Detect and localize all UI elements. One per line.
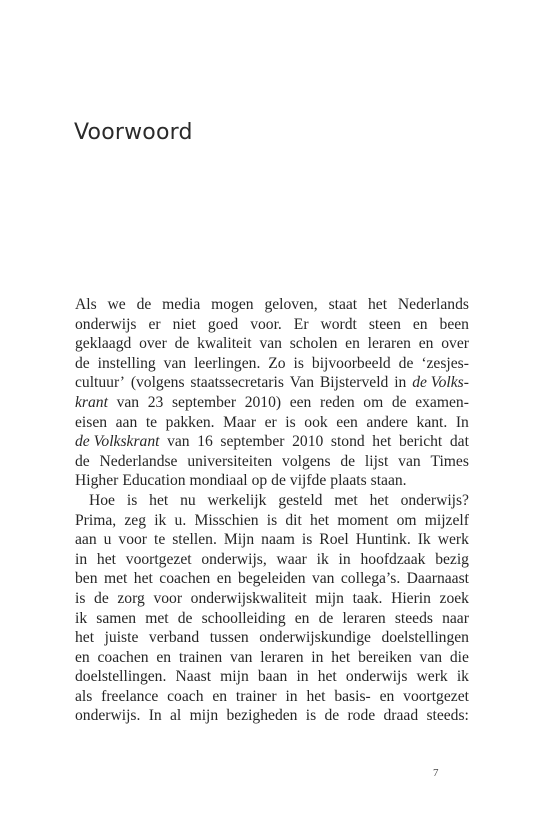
word: ook xyxy=(304,413,328,431)
word: van xyxy=(163,354,187,372)
word: andere xyxy=(366,413,408,431)
word: is xyxy=(285,413,296,431)
word: het xyxy=(310,511,330,529)
word: been xyxy=(439,315,469,333)
word: coach xyxy=(167,687,204,705)
word: examen- xyxy=(415,393,469,411)
word: taak. xyxy=(352,589,383,607)
paragraph xyxy=(75,295,469,491)
word: van xyxy=(398,452,421,470)
word: onderwijs, xyxy=(201,550,267,568)
body-text xyxy=(75,295,469,726)
word: geklaagd xyxy=(75,335,132,353)
word: ik xyxy=(456,668,469,686)
word: is xyxy=(293,354,304,372)
word: en xyxy=(156,648,172,666)
word: de xyxy=(174,335,190,353)
text-line xyxy=(75,432,469,452)
word: op xyxy=(251,472,268,490)
word: samen xyxy=(96,609,137,627)
word: bereiken xyxy=(358,648,412,666)
text-line xyxy=(75,569,469,589)
word: de xyxy=(75,452,90,470)
word: zoek xyxy=(439,589,469,607)
text-line xyxy=(75,373,469,393)
word: om xyxy=(363,393,384,411)
word: in xyxy=(311,648,324,666)
word: 16 xyxy=(197,433,213,451)
word: voortgezet xyxy=(403,687,469,705)
word: dat xyxy=(449,433,469,451)
word: cultuur’ xyxy=(75,374,125,392)
word: trainen xyxy=(178,648,223,666)
word: Prima, xyxy=(75,511,117,529)
word: voor xyxy=(153,589,183,607)
word: van xyxy=(167,433,190,451)
word: steeds: xyxy=(426,707,469,725)
word: goed xyxy=(207,315,239,333)
word: In xyxy=(455,413,469,431)
word: een xyxy=(336,413,358,431)
word: Nederlandse xyxy=(99,452,178,470)
word: u xyxy=(103,531,112,549)
word: de xyxy=(398,354,414,372)
word: de xyxy=(94,589,109,607)
word: doelstellingen. xyxy=(75,668,167,686)
word: stond xyxy=(330,433,365,451)
word: van xyxy=(259,335,282,353)
text-line xyxy=(75,491,469,511)
word: u. xyxy=(174,511,187,529)
word: het xyxy=(133,570,153,588)
word: kwaliteit xyxy=(197,335,252,353)
word: nu xyxy=(180,491,196,509)
word: de xyxy=(318,609,334,627)
page-number: 7 xyxy=(433,767,439,779)
word: en xyxy=(216,570,232,588)
word: scholen xyxy=(289,335,338,353)
word: in xyxy=(394,374,407,392)
word: geloven, xyxy=(264,296,318,313)
word: over xyxy=(441,335,469,353)
word: Nederlands xyxy=(397,296,469,313)
word: gesteld xyxy=(278,491,323,509)
word: (volgens xyxy=(130,374,185,392)
word: is xyxy=(305,707,317,725)
word: is xyxy=(301,531,313,549)
word: Zo xyxy=(268,354,286,372)
word: er xyxy=(264,413,277,431)
word: mijn xyxy=(189,707,219,725)
word: Er xyxy=(293,315,309,333)
text-line xyxy=(75,589,469,609)
word: staan. xyxy=(370,472,407,490)
word: bijvoorbeeld xyxy=(311,354,391,372)
word: in xyxy=(338,550,351,568)
chapter-title: Voorwoord xyxy=(74,120,193,145)
word: met xyxy=(145,609,169,627)
word: 2010 xyxy=(292,433,324,451)
word: zeg xyxy=(124,511,146,529)
word: een xyxy=(289,393,312,411)
word: de xyxy=(271,472,286,490)
word: ik xyxy=(75,609,88,627)
word: Ik xyxy=(417,531,431,549)
word: te xyxy=(153,531,166,549)
word: staat xyxy=(328,296,358,313)
word: lijst xyxy=(364,452,389,470)
word: die xyxy=(449,648,469,666)
word: september xyxy=(171,393,237,411)
word: leerlingen. xyxy=(194,354,261,372)
text-line xyxy=(75,550,469,570)
word: met xyxy=(334,491,358,509)
word: van xyxy=(116,393,140,411)
word: van xyxy=(229,648,253,666)
text-line xyxy=(75,471,469,491)
word: september xyxy=(220,433,285,451)
word: voor xyxy=(118,531,147,549)
word: werkelijk xyxy=(207,491,267,509)
word: is xyxy=(75,589,86,607)
word: Maar xyxy=(223,413,257,431)
word: en xyxy=(212,687,228,705)
word: staatssecretaris xyxy=(190,374,284,392)
word: en xyxy=(418,335,434,353)
word: rode xyxy=(347,707,376,725)
word: werk xyxy=(437,531,469,549)
word: tussen xyxy=(209,629,249,647)
word: freelance xyxy=(101,687,159,705)
word: trainer xyxy=(235,687,277,705)
word: de Volkskrant xyxy=(75,433,160,451)
word: mijzelf xyxy=(424,511,469,529)
word: het xyxy=(96,550,116,568)
word: eisen xyxy=(75,413,108,431)
word: doelstellingen xyxy=(381,629,469,647)
text-line xyxy=(75,706,469,726)
word: Als xyxy=(75,296,97,313)
word: de xyxy=(75,354,90,372)
word: voor. xyxy=(250,315,282,333)
word: het xyxy=(369,491,389,509)
word: Huntink. xyxy=(355,531,411,549)
text-line xyxy=(75,413,469,433)
word: leraren xyxy=(260,648,304,666)
word: volgens xyxy=(282,452,331,470)
word: over xyxy=(139,335,167,353)
text-line xyxy=(75,393,469,413)
word: naar xyxy=(442,609,469,627)
text-line xyxy=(75,667,469,687)
text-line xyxy=(75,511,469,531)
word: het xyxy=(306,687,326,705)
word: de xyxy=(340,452,356,470)
word: collega’s. xyxy=(340,570,401,588)
word: ‘zesjes- xyxy=(421,354,469,372)
word: steen xyxy=(368,315,401,333)
word: naam xyxy=(261,531,295,549)
word: schoolleiding xyxy=(201,609,286,627)
word: reden xyxy=(320,393,355,411)
word: mogen xyxy=(211,296,254,313)
word: 2010) xyxy=(244,393,282,411)
word: het xyxy=(75,629,95,647)
word: in xyxy=(285,687,298,705)
word: draad xyxy=(383,707,419,725)
word: baan xyxy=(257,668,288,686)
word: onderwijskwaliteit xyxy=(190,589,307,607)
word: de Volks- xyxy=(412,374,469,392)
word: aan xyxy=(75,531,97,549)
word: van xyxy=(419,648,443,666)
word: plaats xyxy=(330,472,367,490)
word: Hoe xyxy=(89,491,115,509)
word: aan xyxy=(115,413,138,431)
text-line xyxy=(75,687,469,707)
text-line xyxy=(75,609,469,629)
word: Times xyxy=(430,452,469,470)
word: kant. xyxy=(416,413,448,431)
word: wordt xyxy=(320,315,357,333)
word: Naast xyxy=(175,668,212,686)
word: Misschien xyxy=(194,511,259,529)
word: en xyxy=(379,687,395,705)
word: ik xyxy=(154,511,167,529)
word: te xyxy=(145,413,158,431)
word: waar xyxy=(276,550,307,568)
word: media xyxy=(162,296,201,313)
word: Mijn xyxy=(223,531,255,549)
word: coachen xyxy=(159,570,211,588)
word: bezig xyxy=(435,550,469,568)
word: vijfde xyxy=(289,472,327,490)
word: onderwijs? xyxy=(400,491,469,509)
word: krant xyxy=(75,393,108,411)
word: het xyxy=(149,491,169,509)
word: hoofdzaak xyxy=(360,550,426,568)
word: Education xyxy=(122,472,186,490)
word: pakken. xyxy=(165,413,215,431)
word: 23 xyxy=(147,393,164,411)
word: we xyxy=(107,296,126,313)
word: juiste xyxy=(104,629,139,647)
word: niet xyxy=(172,315,196,333)
word: bezigheden xyxy=(226,707,298,725)
text-line xyxy=(75,628,469,648)
word: om xyxy=(396,511,417,529)
word: er xyxy=(148,315,161,333)
word: universiteiten xyxy=(187,452,273,470)
text-line xyxy=(75,295,469,315)
word: Hierin xyxy=(391,589,431,607)
word: van xyxy=(311,570,335,588)
word: Van xyxy=(289,374,315,392)
word: het xyxy=(368,296,388,313)
word: Daarnaast xyxy=(406,570,469,588)
text-line xyxy=(75,354,469,374)
word: met xyxy=(103,570,128,588)
word: bericht xyxy=(398,433,443,451)
text-line xyxy=(75,315,469,335)
word: In xyxy=(148,707,162,725)
word: het xyxy=(331,648,351,666)
word: moment xyxy=(337,511,389,529)
word: dit xyxy=(285,511,302,529)
word: het xyxy=(372,433,392,451)
paragraph xyxy=(75,491,469,726)
word: en xyxy=(345,335,360,353)
word: Higher xyxy=(75,472,119,490)
word: leraren xyxy=(342,609,386,627)
word: instelling xyxy=(97,354,156,372)
word: in xyxy=(75,550,88,568)
text-line xyxy=(75,648,469,668)
word: onderwijs. xyxy=(75,707,141,725)
word: ben xyxy=(75,570,98,588)
word: is xyxy=(126,491,138,509)
word: onderwijs xyxy=(345,668,408,686)
word: de xyxy=(136,296,152,313)
word: en xyxy=(75,648,90,666)
word: mondiaal xyxy=(189,472,248,490)
word: onderwijskundige xyxy=(259,629,371,647)
word: leraren xyxy=(367,335,411,353)
word: voortgezet xyxy=(125,550,192,568)
word: de xyxy=(177,609,193,627)
word: basis- xyxy=(334,687,371,705)
word: in xyxy=(296,668,309,686)
word: Bijsterveld xyxy=(319,374,389,392)
word: begeleiden xyxy=(237,570,306,588)
word: al xyxy=(170,707,182,725)
word: en xyxy=(412,315,428,333)
text-line xyxy=(75,334,469,354)
word: onderwijs xyxy=(75,315,137,333)
text-line xyxy=(75,452,469,472)
word: verband xyxy=(148,629,200,647)
word: ik xyxy=(316,550,329,568)
word: werk xyxy=(416,668,448,686)
word: als xyxy=(75,687,93,705)
word: en xyxy=(294,609,310,627)
word: steeds xyxy=(394,609,433,627)
word: zorg xyxy=(117,589,145,607)
word: de xyxy=(324,707,340,725)
word: mijn xyxy=(315,589,344,607)
word: stellen. xyxy=(172,531,217,549)
word: Roel xyxy=(319,531,349,549)
word: mijn xyxy=(220,668,249,686)
word: de xyxy=(391,393,407,411)
word: het xyxy=(317,668,337,686)
text-line xyxy=(75,530,469,550)
word: is xyxy=(266,511,278,529)
word: coachen xyxy=(97,648,149,666)
